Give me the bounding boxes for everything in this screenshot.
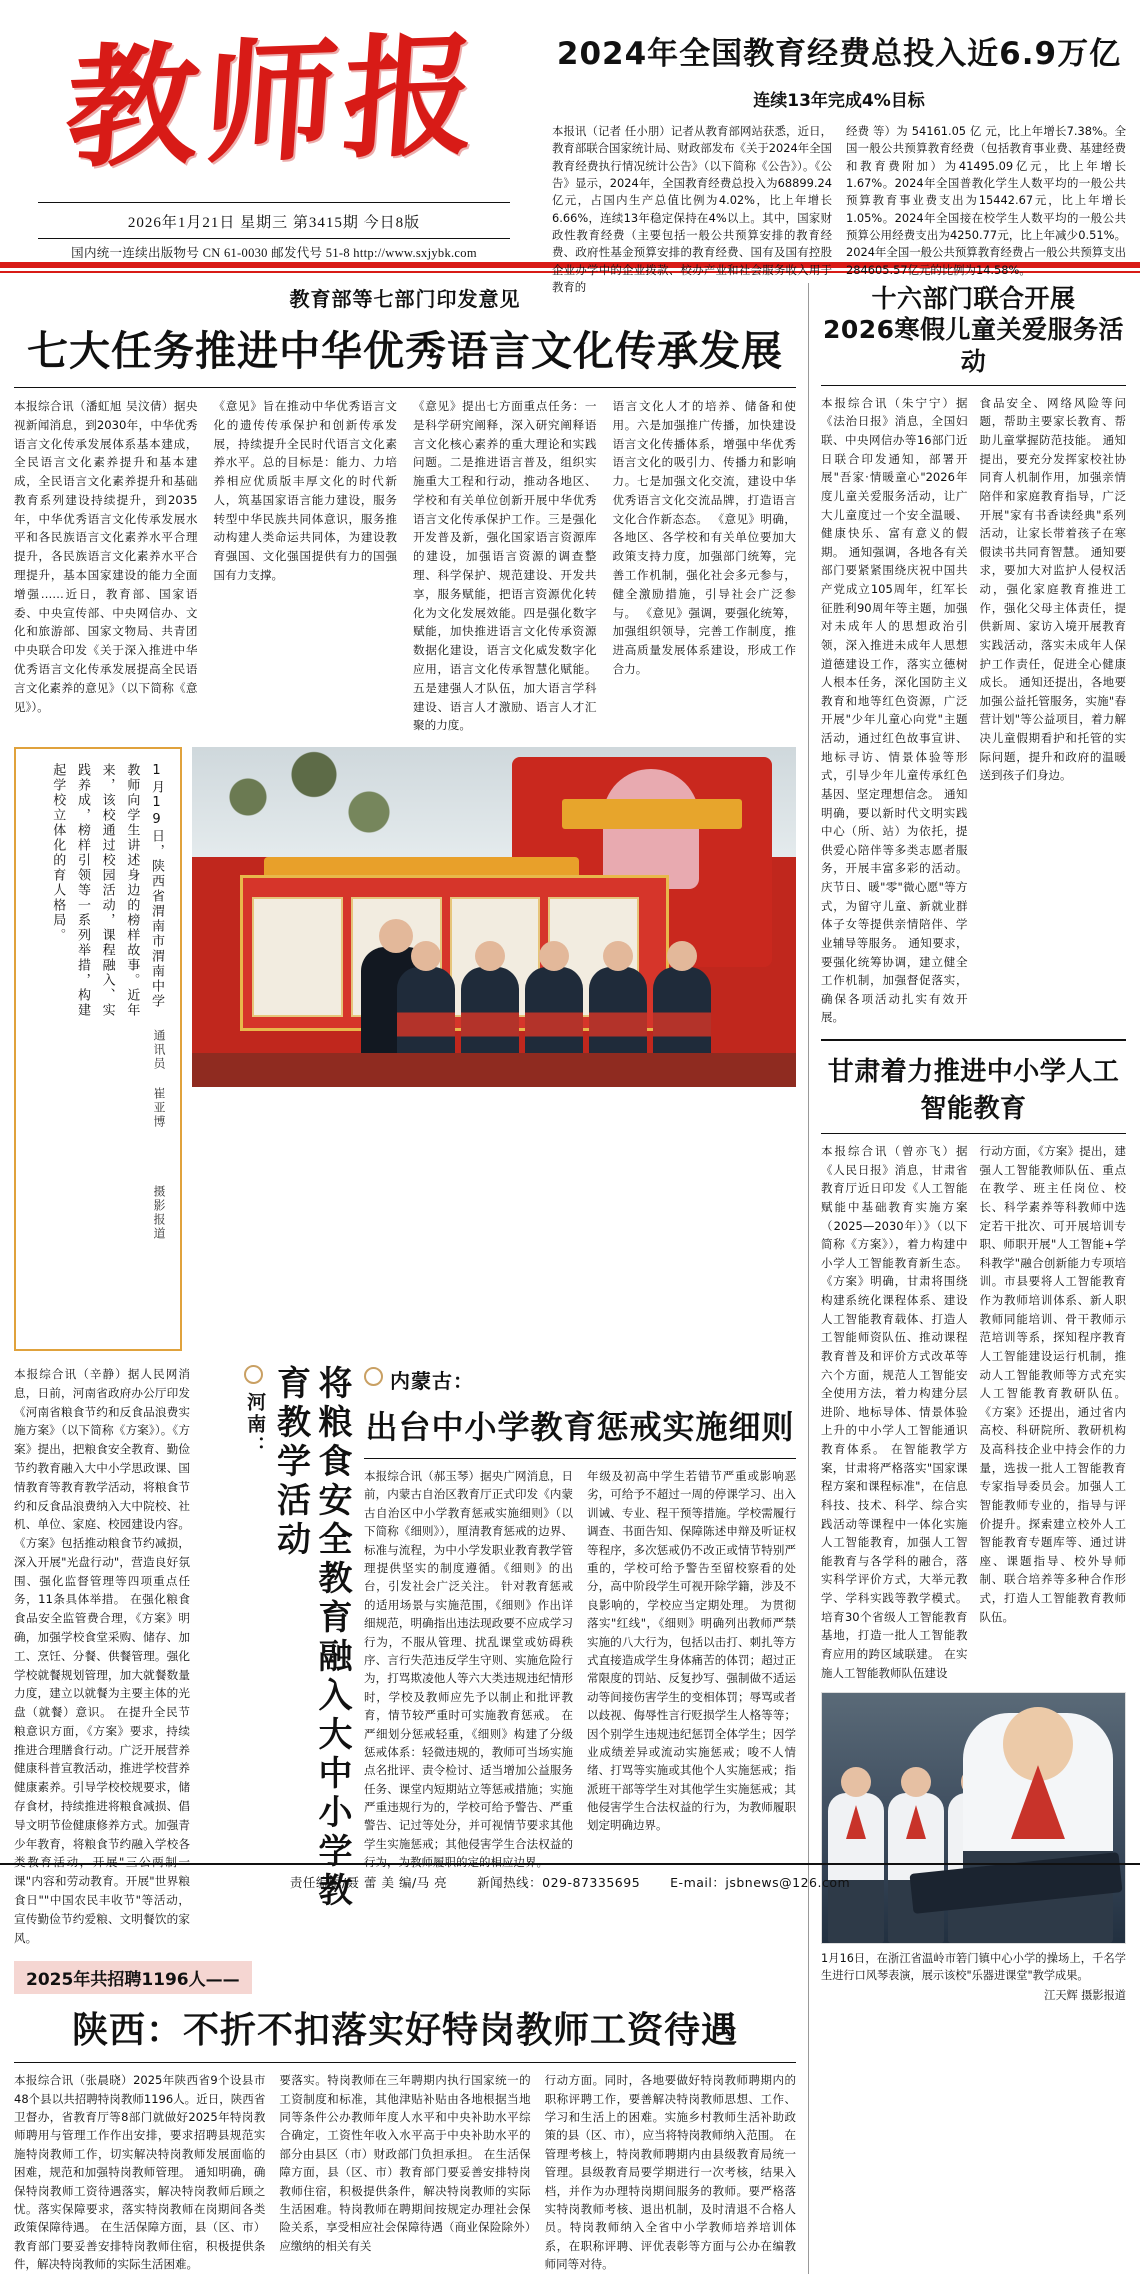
page-content xyxy=(0,273,1140,2274)
neimenggu-column-1: 本报综合讯（郝玉琴）据央广网消息，日前，内蒙古自治区教育厅正式印发《内蒙古自治区中小学教育惩戒实施细则》（以下简称《细则》），厘清教育惩戒的边界、标准与流程，为中小学发职业教育教学管理提供坚实的制度遵循。《细则》的出台，引发社会广泛关注。 针对教育惩戒的适用场景与实施范围，《细则》作出详细规范，明确指出违法现政要不应成学习行为，不服从管理、扰乱课堂或妨碍秩序、言行失范违反学生守则、实施危险行为，打骂欺凌他人等六大类违规违纪情形时，学校及教师应先予以制止和批评教育，情节较严重时可实施教育惩戒。 在严细划分惩戒轻重，《细则》构建了分级惩戒体系：轻微违规的，教师可当场实施点名批评、责令检讨、适当增加公益服务任务、课堂内短期站立等惩戒措施；实施严重违规行为的，学校可给予警告、严重警告、记过等处分，并可视情节要求其他学生实施惩戒；其他侵害学生合法权益的行为，为教师履职的定的相应边界。 xyxy=(364,1469,573,1870)
right-photo-caption: 1月16日，在浙江省温岭市箬门镇中心小学的操场上，千名学生进行口风琴表演，展示该校"乐器进课堂"教学成果。 xyxy=(821,1952,1126,1983)
right-story-1-title-line1: 十六部门联合开展 xyxy=(871,284,1076,313)
newspaper-logo xyxy=(14,10,534,196)
right-story-1-body xyxy=(821,385,1126,1027)
top-story-subhead: 连续13年完成4%目标 xyxy=(753,91,925,111)
masthead-top-story xyxy=(534,10,1126,294)
masthead-left xyxy=(14,10,534,258)
right-column xyxy=(808,283,1126,2274)
masthead-divider-bottom xyxy=(38,238,510,239)
bullet-circle-icon xyxy=(244,1365,263,1384)
photo-caption-box xyxy=(14,747,182,1351)
masthead-date: 2026年1月21日 星期三 第3415期 今日8版 xyxy=(127,215,421,231)
shaanxi-story xyxy=(14,1961,796,2273)
right-photo-credit: 江天辉 摄影报道 xyxy=(1044,1988,1126,2002)
lead-column-4: 语言文化人才的培养、储备和使用。六是加强推广传播，加快建设语言文化传播体系，增强中华优秀语言文化的吸引力、传播力和影响力。七是加强文化交流，建设中华优秀语言文化交流品牌，打造语言文化合作新态态。 《意见》明确，各地区、各学校和有关单位要加大政策支持力度，加强部门统筹，完善工作机制，强化社会多元参与，健全激励措施，引导社会广泛参与。 《意见》强调，要强化统筹，加强组织领导，完善工作制度，推进高质量发展体系建设，形成工作合力。 xyxy=(612,399,796,676)
left-column xyxy=(14,283,796,2274)
right-story-1 xyxy=(821,283,1126,1027)
neimenggu-kicker-wrap xyxy=(364,1365,796,1394)
bullet-circle-icon xyxy=(364,1367,383,1386)
neimenggu-column-2: 年级及初高中学生若错节严重或影响恶劣，可给予不超过一周的停课学习、出入训诫、专业、程干预等措施。学校需履行调查、书面告知、保障陈述申辩及听证权等程序，多次惩戒仍不改正或情节特别严重的，学校可给予警告至留校察看的处分，高中阶段学生可视开除学籍，涉及不良影响的，学校应当定期处理。 为贯彻落实"红线"，《细则》明确列出教师严禁实施的八大行为，包括以击打、刺扎等方式直接造成学生身体痛苦的体罚；超过正常限度的罚站、反复抄写、强制做不适运动等间接伤害学生的变相体罚；辱骂或者以歧视、侮辱性言行贬损学生人格等等；因个别学生违规违纪惩罚全体学生；因学业成绩差异或流动实施惩戒；唆不人情绪、打骂等实施或其他个人实施惩戒；指派班干部等学生对其他学生实施惩戒；其他侵害学生合法权益的行为，为教师履职划定明确边界。 xyxy=(587,1469,796,1833)
poster-1 xyxy=(252,897,343,1017)
masthead-issn: 国内统一连续出版物号 CN 61-0030 邮发代号 51-8 http://www.sxjybk.com xyxy=(71,246,477,260)
right-story-2-columns xyxy=(821,1142,1126,1682)
shaanxi-column-1: 本报综合讯（张晨晓）2025年陕西省9个设县市48个县以共招聘特岗教师1196人。近日，陕西省卫督办，省教育厅等8部门就做好2025年特岗教师聘用与管理工作作出安排，要求招聘县规范实施特岗教师工作，切实解决特岗教师发展面临的困难，规范和加强特岗教师管理。 通知明确，确保特岗教师工资待遇落实，解决特岗教师后顾之忧。落实保障要求，落实特岗教师在岗期间各类政策保障待遇。 在生活保障方面，县（区、市）教育部门要妥善安排特岗教师住宿，积极提供条件，解决特岗教师的实际生活困难。 xyxy=(14,2073,266,2272)
shaanxi-column-2: 要落实。特岗教师在三年聘期内执行国家统一的工资制度和标准，其他津贴补贴由各地根据当地同等条件公办教师年度人水平和中央补助水平综合确定，工资性年收入水平高于中央补助水平的部分由县区（市）财政部门负担承担。 在生活保障方面，县（区、市）教育部门要妥善安排特岗教师住宿，积极提供条件，解决特岗教师的实际生活困难。特岗教师在聘期间按规定办理社会保险关系，享受相应社会保障待遇（商业保险除外）应缴纳的相关有关 xyxy=(279,2073,531,2253)
right-story-2-column-2: 行动方面，《方案》提出，建强人工智能教师队伍、重点在教学、班主任岗位、校长、科学素养等科教师中选定若干批次、可开展培训专职、师职开展"人工智能+学科教学"融合创新能力专项培训。市县要将人工智能教育作为教师培训体系、新人职教师同能培训、骨干教师示范培训等系，探知程序教育人工智能建设运行机制，推动人工智能教师等方式充实人工智能教育教研队伍。 《方案》还提出，通过省内高校、科研院所、教研机构及高科技企业中持会作的力量，选拔一批人工智能教育专家指导委员会。加强人工智能教师专业的，指导与评价提升。探索建立校外人工智能教育专题库等、通过讲座、课题指导、校外导师制、联合培养等多种合作形式，打造人工智能教育教师队伍。 xyxy=(979,1144,1126,1624)
lead-column-1: 本报综合讯（潘虹旭 吴汶倩）据央视新闻消息，到2030年，中华优秀语言文化传承发展体系基本建成，全民语言文化素养提升和基本建成，全民语言文化素养提升和基础教育系列建设持续提升，到2035年，中华优秀语言文化传承发展水平和各民族语言文化素养水平合理提升，各民族语言文化素养水平合理提升，基本国家建设的能力全面增强……近日，教育部、国家语委、中央宣传部、中央网信办、文化和旅游部、国家文物局、共青团中央联合印发《关于深入推进中华优秀语言文化传承发展提高全民语言文化素养的意见》（以下简称《意见》）。 xyxy=(14,399,198,714)
neimenggu-story xyxy=(364,1365,796,1947)
top-story-headline: 2024年全国教育经费总投入近6.9万亿 xyxy=(556,36,1122,72)
lead-story xyxy=(14,283,796,735)
henan-region-label-wrap xyxy=(238,1365,269,1484)
page-footer xyxy=(0,1863,1140,1899)
right-story-1-title-line2: 2026寒假儿童关爱服务活动 xyxy=(822,315,1125,376)
photo-ground xyxy=(192,1053,796,1087)
footer-email: E-mail：jsbnews@126.com xyxy=(670,1875,851,1890)
top-story-column-2: 经费 等）为 54161.05 亿 元，比上年增长7.38%。全国一般公共预算教育经费（包括教育事业费、基建经费和教育费附加）为41495.09亿元，比上年增长1.67%。2024年全国普教化学生人数平均的一般公共预算教育事业费支出为15442.67元，比上年增长1.05%。2024年全国接在校学生人数平均的一般公共预算公用经费支出为4250.77元，比上年减少0.51%。2024年全国一般公共预算教育经费占一般公共预算支出284605.57亿元的比例为14.58%。 xyxy=(846,124,1126,277)
henan-feature xyxy=(14,1365,352,1947)
shaanxi-columns xyxy=(14,2062,796,2273)
lead-story-kicker: 教育部等七部门印发意见 xyxy=(289,287,521,311)
masthead xyxy=(0,0,1140,294)
photo-arch-label xyxy=(562,799,742,829)
newspaper-logo-text: 教师报 xyxy=(60,17,488,188)
henan-vertical-title: 将粮食安全教育融入大中小学教育教学活动 xyxy=(270,1365,352,1912)
shaanxi-title: 陕西：不折不扣落实好特岗教师工资待遇 xyxy=(71,2010,738,2052)
shaanxi-kicker: 2025年共招聘1196人—— xyxy=(14,1961,252,1994)
right-story-1-column-1: 本报综合讯（朱宁宁）据《法治日报》消息，全国妇联、中央网信办等16部门近日联合印发通知，部署开展"吾家·情暖童心"2026年度儿童关爱服务活动，让广大儿童度过一个安全温暖、健康快乐、富有意义的假期。 通知强调，各地各有关部门要紧紧围绕庆祝中国共产党成立105周年，红军长征胜利90周年等主题，加强对未成年人的思想政治引领，深入推进未成年人思想道德建设工作，落实立德树人根本任务，深化国防主义教育和地等红色资源，广泛开展"少年儿童心向党"主题活动，通过红色故事宣讲、地标寻访、情景体验等形式，引导少年儿童传承红色基因、坚定理想信念。 通知明确，要以新时代文明实践中心（所、站）为依托，提供爱心陪伴等多类志愿者服务，开展丰富多彩的活动。庆节日、暖"零"微心愿"等方式，为留守儿童、新就业群体子女等提供亲情陪伴、学业辅导等服务。 通知要求，要强化统筹协调，建立健全工作机制，加强督促落实，确保各项活动扎实有效开展。 xyxy=(821,395,968,1025)
photo-credit-author: 通讯员 崔亚博 xyxy=(152,1029,166,1130)
lead-column-3: 《意见》提出七方面重点任务：一是科学研究阐释，深入研究阐释语言文化核心素养的重大理论和实践问题。二是推进语言普及，组织实施重大工程和行动，推动各地区、学校和有关单位创新开展中华优秀语言文化传承保护工作。三是强化开发普及新，强化国家语言资源库的建设，加强语言资源的调查整理、科学保护、规范建设、开发共享，服务赋能，把语言资源优化转化为文化发展效能。四是强化数字赋能，加快推进语言文化传承资源数据化建设，语言文化威发数字化应用，语言文化传承智慧化赋能。五是建强人才队伍，加大语言学科建设、语言人才激励、语言人才汇聚的力度。 xyxy=(413,399,597,733)
henan-body: 本报综合讯（辛静）据人民网消息，日前，河南省政府办公厅印发《河南省粮食节约和反食品浪费实施方案》（以下简称《方案》）。《方案》提出，把粮食安全教育、勤俭节约教育融入大中小学思政课、国情教育等教育教学活动，将粮食节约和反食品浪费纳入大中院校、社机、单位、家庭、校园建设内容。 《方案》包括推动粮食节约减损，深入开展"光盘行动"，营造良好氛围、强化监督管理等四项重点任务，11条具体举措。 在强化粮食食品安全监管费合理，《方案》明确，加强学校食堂采购、储存、加工、烹饪、分餐、供餐管理。强化学校就餐规划管理，加大就餐数量力度，建立以就餐为主要主体的光盘（就餐）意识。 在提升全民节粮意识方面，《方案》要求，持续推进合理膳食行动。广泛开展营养健康科普宣教活动，推进学校营养健康素养。引导学校校规要求，储存食材，持续推进将粮食减损、倡导文明节俭健康修养方式。加强青少年教育，将粮食节约融入学校各类教育活动，开展"三公两制一课"内容和劳动教育。开展"世界粮食日""中国农民丰收节"等活动，宣传勤俭节约爱粮、文明餐饮的家风。 xyxy=(14,1367,190,1945)
lead-story-body xyxy=(14,387,796,735)
shaanxi-column-3: 行动方面。同时，各地要做好特岗教师聘期内的职称评聘工作，要善解决特岗教师思想、工作、学习和生活上的困难。实施乡村教师生活补助政策的县（区、市），应当将特岗教师纳入范围。 在管理考核上，特岗教师聘期内由县级教育局统一管理。县级教育局要学期进行一次考核，结果入档，并作为办理特岗期间服务的教师。要严格落实特岗教师考核、退出机制，及时清退不合格人员。特岗教师纳入全省中小学教师培养培训体系，在职称评聘、评优表彰等方面与公办在编教师同等对待。 xyxy=(544,2073,796,2272)
right-column-divider xyxy=(821,1039,1126,1041)
photo-caption-text: 1月19日，陕西省渭南市渭南中学教师向学生讲述身边的榜样故事。近年来，该校通过校园活动，课程融入、实践养成，榜样引领等一系列举措，构建起学校立体化的育人格局。 xyxy=(50,763,164,1019)
right-story-2-body xyxy=(821,1133,1126,1682)
footer-hotline: 新闻热线：029-87335695 xyxy=(477,1875,641,1890)
neimenggu-title: 出台中小学教育惩戒实施细则 xyxy=(365,1408,795,1447)
lead-column-2: 《意见》旨在推动中华优秀语言文化的遗传传承保护和创新传承发展，持续提升全民时代语言文化素养水平。总的目标是：能力、力培养相应优质版丰厚文化的时代新人，筑基国家语言能力建设，服务转型中华民族共同体意识，服务推动构建人类命运共同体，为建设教育强国、文化强国提供有力的国强国有力支撑。 xyxy=(213,399,397,583)
right-photo-main-child xyxy=(963,1713,1113,1943)
right-story-1-title xyxy=(821,283,1126,377)
photo-credit-role: 摄影报道 xyxy=(152,1185,166,1242)
photo-sculpture xyxy=(603,769,699,889)
right-story-1-columns xyxy=(821,394,1126,1027)
neimenggu-kicker: 内蒙古： xyxy=(390,1369,474,1394)
footer-editor: 责任编辑/聂 蕾 美 编/马 亮 xyxy=(289,1875,448,1890)
top-story-columns xyxy=(552,123,1126,296)
right-story-2 xyxy=(821,1051,1126,1682)
middle-row xyxy=(14,1365,796,1947)
right-story-2-title: 甘肃着力推进中小学人工智能教育 xyxy=(827,1057,1120,1124)
photo-feature-image xyxy=(192,747,796,1087)
top-story-column-1: 本报讯（记者 任小朋）记者从教育部网站获悉，近日，教育部联合国家统计局、财政部发布《关于2024年全国教育经费执行情况统计公告》（以下简称《公告》）。《公告》显示，2024年，全国教育经费总投入为68899.24亿元，占国内生产总值比例为4.02%，比上年增长6.66%，连续13年稳定保持在4%以上。其中，国家财政性教育经费（主要包括一般公共预算安排的教育经费、政府性基金预算安排的教育经费、国有及国有控股企业办学中的企业拨款、校办产业和社会服务收入用于教育的 xyxy=(552,124,832,294)
henan-vertical-headline xyxy=(200,1365,352,1947)
right-photo-image xyxy=(821,1692,1126,1944)
right-story-1-column-2: 食品安全、网络风险等问题，帮助主要家长教育、帮助儿童掌握防范技能。 通知提出，要充分发挥家校社协同育人机制作用，加强亲情陪伴和家庭教育指导，广泛开展"家有书香读经典"系列活动，让家长带着孩子在寒假读书共同育智慧。 通知要求，要加大对监护人侵权活动，强化家庭教育推进工作，强化父母主体责任，提供新周、家访入境开展教育实践活动，落实未成年人保护工作责任，促进全心健康成长。 通知还提出，各地要加强公益托管服务，实施"春营计划"等公益项目，着力解决儿童假期看护和托管的实际问题，提升和政府的温暖送到孩子们身边。 xyxy=(979,395,1126,783)
henan-region-label: 河南： xyxy=(244,1392,267,1459)
lead-story-title: 七大任务推进中华优秀语言文化传承发展 xyxy=(27,327,783,375)
right-story-2-column-1: 本报综合讯（曾亦飞）据《人民日报》消息，甘肃省教育厅近日印发《人工智能赋能中基础教育实施方案（2025—2030年）》（以下简称《方案》），着力构建中小学人工智能教育新生态。 《方案》明确，甘肃将围绕构建系统化课程体系、建设人工智能教育载体、打造人工智能师资队伍、推动课程教育普及和评价方式改革等六个方面，规范人工智能安全使用方法，着力构建分层进阶、地标导体、情景体验上升的中小学人工智能通识教育体系。 在智能教学方案，甘肃将严格落实"国家课程方案和课程标准"，在信息科技、技术、科学、综合实践活动等课程中一体化实施人工智能教育，加强人工智能教育与各学科的融合，落实科学评价方式，大举元教学、学科实践等教学模式。培育30个省级人工智能教育基地，打造一批人工智能教育应用的跨区域联建。 在实施人工智能教师队伍建设 xyxy=(821,1144,968,1680)
neimenggu-columns xyxy=(364,1458,796,1872)
photo-feature xyxy=(14,747,796,1351)
masthead-divider-top xyxy=(38,202,510,203)
